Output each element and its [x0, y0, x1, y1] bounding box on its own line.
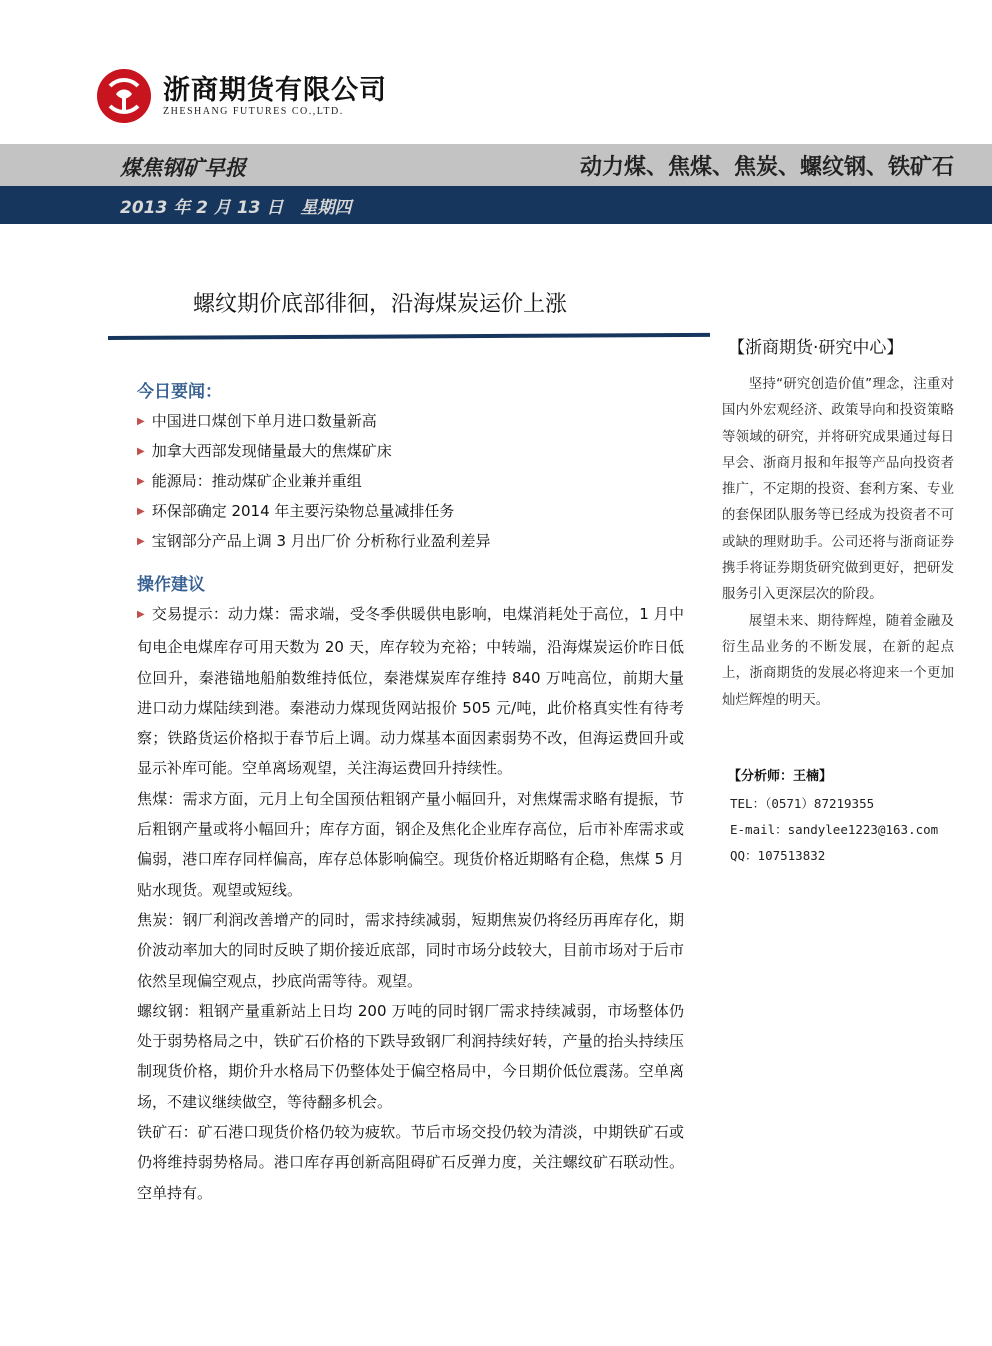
news-item[interactable] [137, 530, 491, 551]
report-title: 螺纹期价底部徘徊，沿海煤炭运价上涨 [193, 292, 568, 317]
advice-text: 交易提示：动力煤：需求端，受冬季供暖供电影响，电煤消耗处于高位，1 月中旬电企电煤库存可用天数为 20 天，库存较为充裕；中转端，沿海煤炭运价昨日低位回升，秦港锚地船舶数维持低位，秦港煤炭库存维持 840 万吨高位，前期大量进口动力煤陆续到港。秦港动力煤现货网站报价 505 元/吨，此价格真实性有待考察；铁路货运价格拟于春节后上调。动力煤基本面因素弱势不改，但海运费回升或显示补库可能。空单离场观望，关注海运费回升持续性。 [137, 605, 684, 778]
report-header-band [0, 144, 992, 186]
commodity-list: 动力煤、焦煤、焦炭、螺纹钢、铁矿石 [579, 155, 954, 180]
bullet-arrow-icon: ▶ [137, 446, 145, 457]
news-item-text: 中国进口煤创下单月进口数量新高 [151, 412, 377, 430]
bullet-arrow-icon: ▶ [137, 536, 145, 547]
analyst-label: 【分析师：王楠】 [728, 769, 833, 784]
news-item[interactable] [137, 410, 377, 431]
news-heading: 今日要闻： [137, 382, 222, 402]
advice-body [137, 599, 684, 1208]
report-name: 煤焦钢矿早报 [120, 156, 246, 180]
analyst-email[interactable]: E-mail：sandylee1223@163.com [730, 822, 939, 837]
title-underline [108, 333, 710, 340]
news-item[interactable] [137, 440, 392, 461]
report-date: 2013 年 2 月 13 日 星期四 [120, 198, 352, 218]
advice-heading: 操作建议 [137, 575, 205, 595]
advice-paragraph-coal [137, 599, 684, 784]
advice-paragraph-coke: 焦炭：钢厂利润改善增产的同时，需求持续减弱，短期焦炭仍将经历再库存化，期价波动率加大的同时反映了期价接近底部，同时市场分歧较大，目前市场对于后市依然呈现偏空观点，抄底尚需等待。观望。 [137, 910, 684, 990]
bullet-arrow-icon: ▶ [137, 476, 145, 487]
analyst-qq: QQ：107513832 [730, 848, 826, 863]
bullet-arrow-icon: ▶ [137, 609, 145, 620]
sidebar-paragraph-2: 展望未来、期待辉煌，随着金融及衍生品业务的不断发展，在新的起点上，浙商期货的发展必将迎来一个更加灿烂辉煌的明天。 [722, 613, 954, 708]
analyst-tel: TEL：（0571）87219355 [730, 796, 875, 811]
sidebar-title: 【浙商期货·研究中心】 [728, 338, 904, 358]
advice-paragraph-coking-coal: 焦煤：需求方面，元月上旬全国预估粗钢产量小幅回升，对焦煤需求略有提振，节后粗钢产量或将小幅回升；库存方面，钢企及焦化企业库存高位，后市补库需求或偏弱，港口库存同样偏高，库存总体影响偏空。现货价格近期略有企稳，焦煤 5 月贴水现货。观望或短线。 [137, 789, 684, 899]
bullet-arrow-icon: ▶ [137, 416, 145, 427]
company-name-en: ZHESHANG FUTURES CO.,LTD. [163, 106, 344, 117]
news-item[interactable] [137, 470, 362, 491]
advice-paragraph-iron-ore: 铁矿石：矿石港口现货价格仍较为疲软。节后市场交投仍较为清淡，中期铁矿石或仍将维持弱势格局。港口库存再创新高阻碍矿石反弹力度，关注螺纹矿石联动性。空单持有。 [137, 1123, 684, 1202]
bullet-arrow-icon: ▶ [137, 506, 145, 517]
company-name-cn: 浙商期货有限公司 [163, 75, 387, 106]
news-item[interactable] [137, 500, 454, 521]
news-item-text: 环保部确定 2014 年主要污染物总量减排任务 [151, 502, 455, 520]
news-item-text: 能源局：推动煤矿企业兼并重组 [151, 472, 362, 490]
news-item-text: 宝钢部分产品上调 3 月出厂价 分析称行业盈利差异 [151, 532, 491, 550]
advice-paragraph-rebar: 螺纹钢：粗钢产量重新站上日均 200 万吨的同时钢厂需求持续减弱，市场整体仍处于弱势格局之中，铁矿石价格的下跌导致钢厂利润持续好转，产量的抬头持续压制现货价格，期价升水格局下仍整体处于偏空格局中，今日期价低位震荡。空单离场，不建议继续做空，等待翻多机会。 [137, 1001, 684, 1111]
news-item-text: 加拿大西部发现储量最大的焦煤矿床 [151, 442, 392, 460]
sidebar-body [722, 372, 954, 714]
date-band [0, 186, 992, 224]
sidebar-paragraph-1: 坚持“研究创造价值”理念，注重对国内外宏观经济、政策导向和投资策略等领域的研究，并将研究成果通过每日早会、浙商月报和年报等产品向投资者推广，不定期的投资、套利方案、专业的套保团队服务等已经成为投资者不可或缺的理财助手。公司还将与浙商证券携手将证券期货研究做到更好，把研发服务引入更深层次的阶段。 [722, 377, 954, 603]
company-logo-icon [96, 68, 152, 124]
